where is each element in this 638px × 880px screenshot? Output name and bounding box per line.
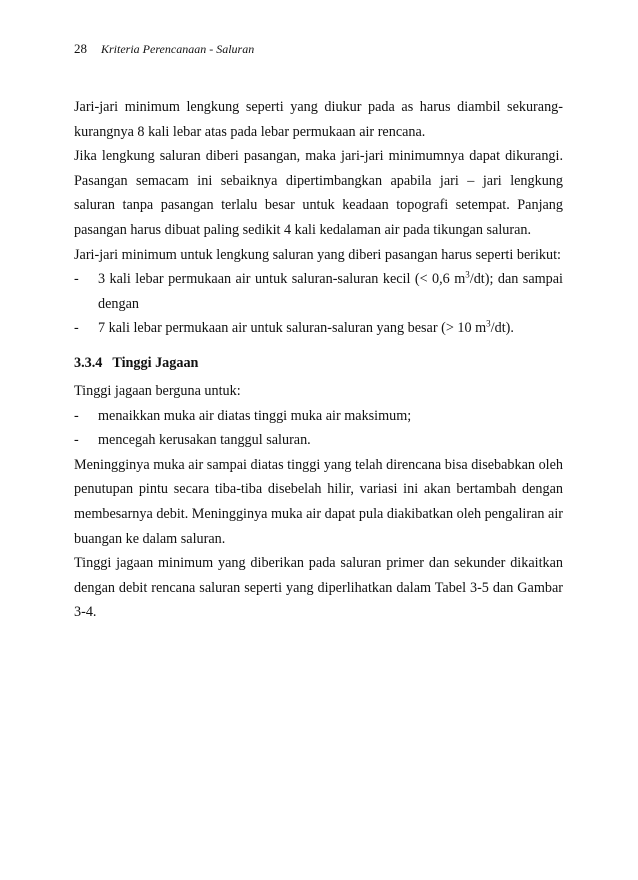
list-item-small-channels: [74, 267, 563, 316]
list-item-text: 7 kali lebar permukaan air untuk saluran-saluran yang besar (> 10 m: [98, 320, 487, 337]
section-heading: [74, 351, 563, 375]
header-title: Kriteria Perencanaan - Saluran: [101, 42, 255, 56]
section-title: Tinggi Jagaan: [112, 354, 199, 371]
list-dash: -: [74, 271, 79, 288]
superscript: 3: [465, 269, 470, 280]
page-content: [74, 95, 563, 625]
list-item-text-end: /dt); dan sampai dengan: [98, 271, 563, 312]
list-item-text: 3 kali lebar permukaan air untuk saluran-saluran kecil (< 0,6 m: [98, 271, 466, 288]
section-number: 3.3.4: [74, 354, 103, 371]
paragraph-lined-radius-intro: Jari-jari minimum untuk lengkung saluran yang diberi pasangan harus seperti berikut:: [74, 246, 561, 263]
list-item-text: menaikkan muka air diatas tinggi muka air maksimum;: [98, 407, 412, 424]
list-dash: -: [74, 320, 79, 337]
paragraph-lining: Jika lengkung saluran diberi pasangan, maka jari-jari minimumnya dapat dikurangi. Pasangan semacam ini sebaiknya dipertimbangkan apabila jari – jari lengkung saluran tanpa pasangan terlalu besar untuk keadaan topografi setempat. Panjang pasangan harus dibuat paling sedikit 4 kali kedalaman air pada tikungan saluran.: [74, 148, 563, 238]
running-header: [74, 41, 254, 57]
list-dash: -: [74, 407, 79, 424]
list-dash: -: [74, 432, 79, 449]
list-item-raise-water: [74, 404, 563, 429]
superscript: 3: [486, 318, 491, 329]
paragraph-water-rise: Meningginya muka air sampai diatas tinggi yang telah direncana bisa disebabkan oleh penutupan pintu secara tiba-tiba disebelah hilir, variasi ini akan bertambah dengan membesarnya debit. Meningginya muka air dapat pula diakibatkan oleh pengaliran air buangan ke dalam saluran.: [74, 456, 563, 547]
list-item-prevent-damage: [74, 428, 563, 453]
paragraph-min-freeboard: Tinggi jagaan minimum yang diberikan pada saluran primer dan sekunder dikaitkan dengan debit rencana saluran seperti yang diperlihatkan dalam Tabel 3-5 dan Gambar 3-4.: [74, 555, 563, 621]
paragraph-freeboard-intro: Tinggi jagaan berguna untuk:: [74, 382, 241, 399]
list-item-large-channels: [74, 316, 563, 341]
list-item-text-end: /dt).: [490, 320, 514, 337]
page-number: 28: [74, 41, 87, 56]
paragraph-min-radius: Jari-jari minimum lengkung seperti yang diukur pada as harus diambil sekurang-kurangnya 8 kali lebar atas pada lebar permukaan air rencana.: [74, 99, 563, 140]
list-item-text: mencegah kerusakan tanggul saluran.: [98, 432, 311, 449]
